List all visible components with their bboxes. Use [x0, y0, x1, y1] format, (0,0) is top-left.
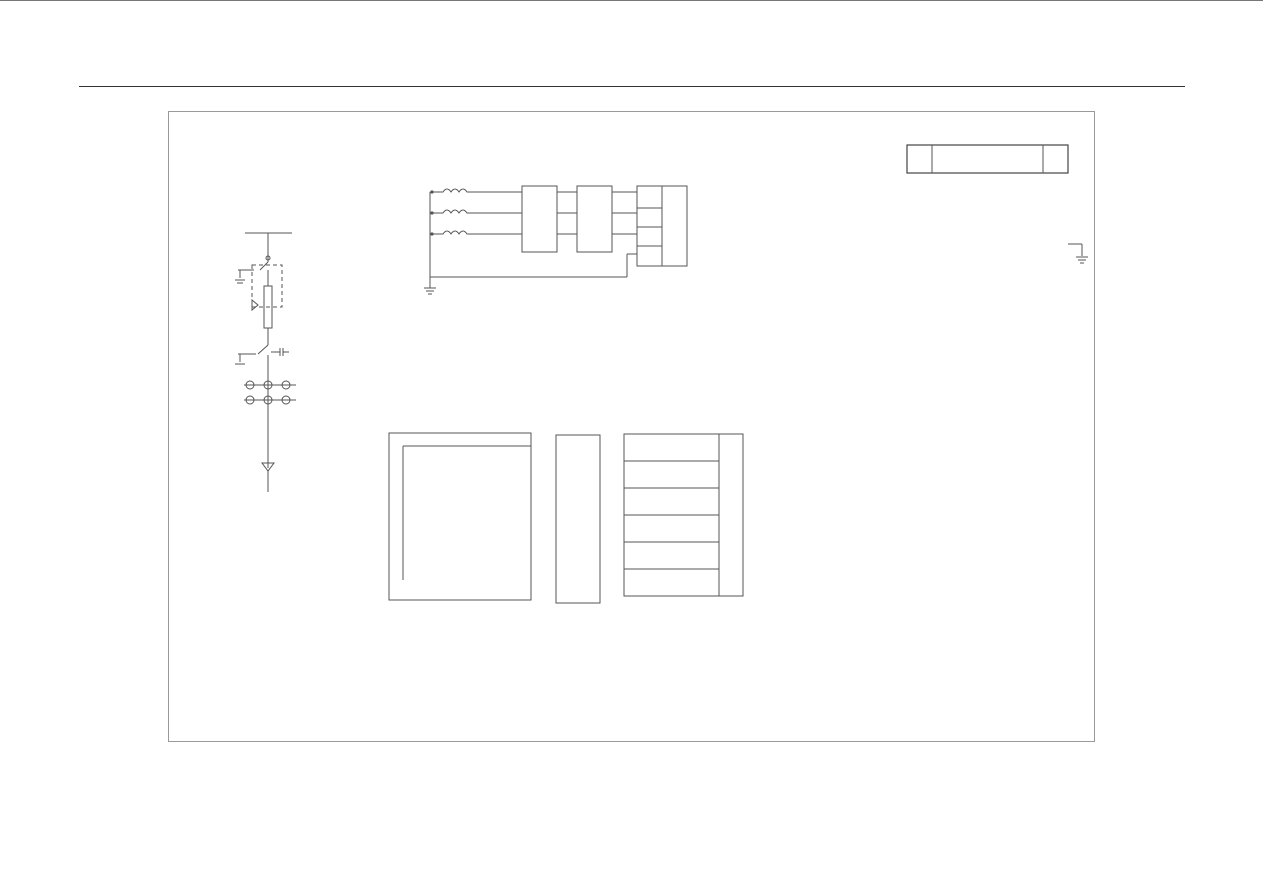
- terminal-block-table: [907, 145, 1088, 263]
- single-line-diagram: [235, 233, 296, 492]
- signal-circuit-diagram: [389, 433, 743, 603]
- current-circuit-diagram: [424, 186, 687, 294]
